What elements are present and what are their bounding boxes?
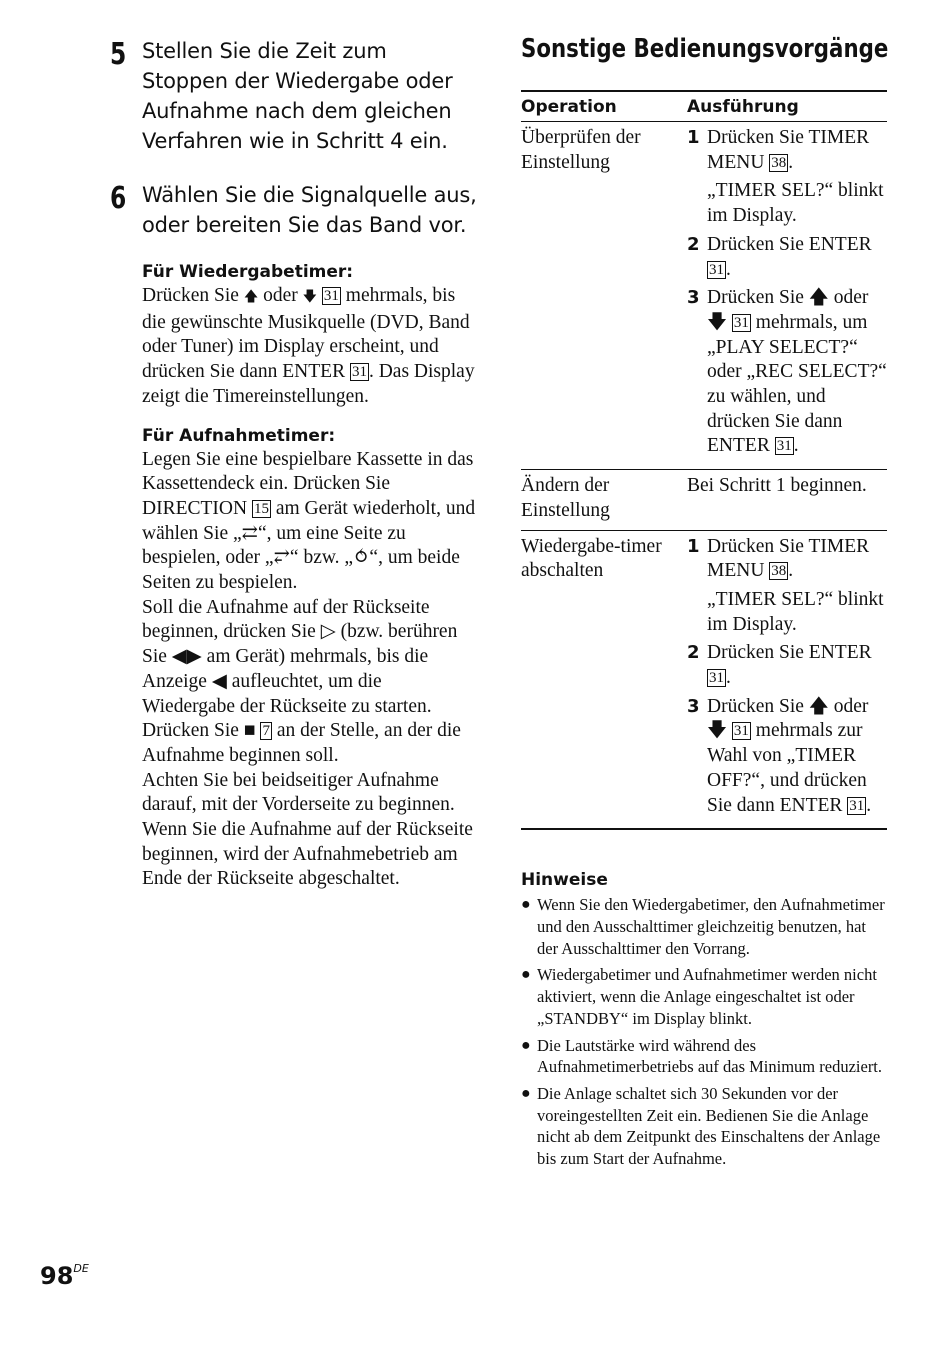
text: (bzw. berühren Sie [142,621,458,668]
step-number: 1 [687,535,700,557]
operation-cell: Wiedergabe-timer abschalten [521,535,662,582]
key-ref: 15 [253,500,269,517]
text: aufleuchtet, um die Wiedergabe der Rückseite zu starten. Drücken Sie [142,670,432,742]
arrow-down-icon: 🡇 [302,290,318,305]
bullet-icon: ● [521,1036,531,1054]
list-item [521,1083,887,1170]
play-icon: ▷ [320,621,336,643]
page-number [40,1262,89,1290]
step-text: Wählen Sie die Signalquelle aus, oder bereiten Sie das Band vor. [142,183,477,237]
procedure-note: „TIMER SEL?“ blinkt im Display. [707,588,884,635]
list-item [521,964,887,1029]
text: . [788,151,794,173]
key-ref: 38 [771,154,787,171]
operations-table [521,90,887,830]
text: oder [258,285,303,306]
column-header: Operation [521,91,687,122]
stop-icon: ■ [243,720,256,742]
play-timer-heading: Für Wiedergabetimer: [142,262,354,282]
text: . [726,258,731,280]
key-ref: 31 [709,670,724,687]
text: Drücken Sie ENTER [707,642,872,664]
key-ref: 31 [849,797,865,814]
text: Die Anlage schaltet sich 30 Sekunden vor der voreingestellten Zeit ein. Bedienen Sie die Anlage nicht ab dem Zeitpunkt des Einschaltens der Anlage bis zum Start der Aufnahme. [537,1083,881,1169]
text: Drücken Sie TIMER MENU [707,127,870,173]
procedure-step [687,286,887,459]
reverse-indicator-icon: ◀ [211,670,227,692]
procedure-cell [687,122,887,470]
procedure-step [687,126,887,175]
text: mehrmals, bis die gewünschte Musikquelle (DVD, Band oder Tuner) im Display erscheint, und drücken Sie dann ENTER [142,285,470,383]
bullet-icon: ● [521,896,531,914]
step-5 [108,36,478,156]
text: Drücken Sie 🡅 oder 🡇 [707,695,869,742]
text: Legen Sie eine bespielbare Kassette in das Kassettendeck ein. Drücken Sie DIRECTION [142,448,474,519]
step-number: 3 [687,287,700,309]
step-6 [108,180,478,240]
procedure-step [687,641,887,690]
text: Achten Sie bei beidseitiger Aufnahme darauf, mit der Vorderseite zu beginnen. Wenn Sie die Aufnahme auf der Rückseite beginnen, wird der Aufnahmebetrieb am Ende der Rückseite abgeschaltet. [142,769,473,890]
procedure-step [687,233,887,282]
page-number-value: 98 [40,1262,74,1290]
bullet-icon: ● [521,966,531,984]
step-number: 1 [687,127,700,148]
text: an der Stelle, an der die Aufnahme beginnen soll. [142,720,461,766]
step-text: Stellen Sie die Zeit zum Stoppen der Wiedergabe oder Aufnahme nach dem gleichen Verfahren wie in Schritt 4 ein. [142,39,453,153]
key-ref: 31 [323,288,339,304]
text: am Gerät wiederholt, und wählen Sie „ [142,497,476,544]
relay-icon: ⥀ [353,547,370,569]
step-number: 2 [687,233,700,255]
operation-cell: Überprüfen der Einstellung [521,122,687,470]
text: Drücken Sie ENTER [707,233,872,255]
left-column [108,36,478,906]
table-row [521,122,887,470]
key-ref: 38 [771,563,787,580]
right-column [521,32,887,1175]
rec-timer-section [142,424,478,893]
text: am Gerät) mehrmals, bis die Anzeige [142,646,429,692]
text: Wiedergabetimer und Aufnahmetimer werden nicht aktiviert, wenn die Anlage eingeschaltet ist oder „STANDBY“ im Display blinkt. [537,965,877,1028]
text: “ bzw. „ [289,547,354,569]
text: Wenn Sie den Wiedergabetimer, den Aufnahmetimer und den Ausschalttimer gleichzeitig benutzen, hat der Ausschalttimer den Vorrang. [537,895,885,958]
table-row [521,530,887,829]
direction-icon: ◀▶ [171,646,202,668]
column-header: Ausführung [687,91,887,122]
one-side-icon: ⇄ [241,522,258,544]
procedure-cell [687,530,887,829]
both-sides-icon: ⥂ [273,547,290,569]
text: Drücken Sie [142,285,244,306]
play-timer-section [142,260,478,410]
key-ref: 31 [733,723,749,740]
step-number: 6 [110,181,127,216]
step-number: 5 [110,37,127,72]
page-language: DE [73,1262,89,1275]
text: “, um beide Seiten zu bespielen. [142,547,460,594]
text: . [726,667,731,689]
text: mehrmals, um „PLAY SELECT?“ oder „REC SELECT?“ zu wählen, und drücken Sie dann ENTER [707,311,887,457]
procedure-cell: Bei Schritt 1 beginnen. [687,470,887,530]
rec-timer-heading: Für Aufnahmetimer: [142,425,336,446]
procedure-step [687,695,887,819]
list-item [521,1035,887,1078]
key-ref: 7 [262,723,270,740]
list-item [521,894,887,959]
text: . [866,794,872,816]
text: “, um eine Seite zu bespielen, oder „ [142,522,406,569]
text: . [788,560,794,582]
table-header-row [521,91,887,122]
text: mehrmals zur Wahl von „TIMER OFF?“, und drücken Sie dann ENTER [707,720,867,816]
operation-cell: Ändern der Einstellung [521,470,687,530]
text: Drücken Sie TIMER MENU [707,535,870,582]
step-number: 2 [687,642,700,664]
text: . Das Display zeigt die Timereinstellungen. [142,361,475,407]
text: . [793,435,799,457]
play-timer-body [142,284,478,410]
procedure-note: „TIMER SEL?“ blinkt im Display. [707,180,884,227]
rec-timer-body [142,448,478,893]
bullet-icon: ● [521,1084,531,1102]
key-ref: 31 [733,314,749,331]
hints-title: Hinweise [521,870,608,891]
table-row [521,470,887,530]
procedure-step [687,535,887,584]
step-number: 3 [687,695,700,717]
key-ref: 31 [776,438,792,455]
arrow-up-icon: 🡅 [243,290,259,305]
text: Soll die Aufnahme auf der Rückseite beginnen, drücken Sie [142,596,430,643]
hints-list [521,894,887,1169]
key-ref: 31 [351,364,367,381]
section-title: Sonstige Bedienungsvorgänge [521,34,889,64]
text: Drücken Sie 🡅 oder 🡇 [707,287,869,333]
text: Die Lautstärke wird während des Aufnahmetimerbetriebs auf das Minimum reduziert. [537,1035,883,1077]
key-ref: 31 [709,261,724,278]
